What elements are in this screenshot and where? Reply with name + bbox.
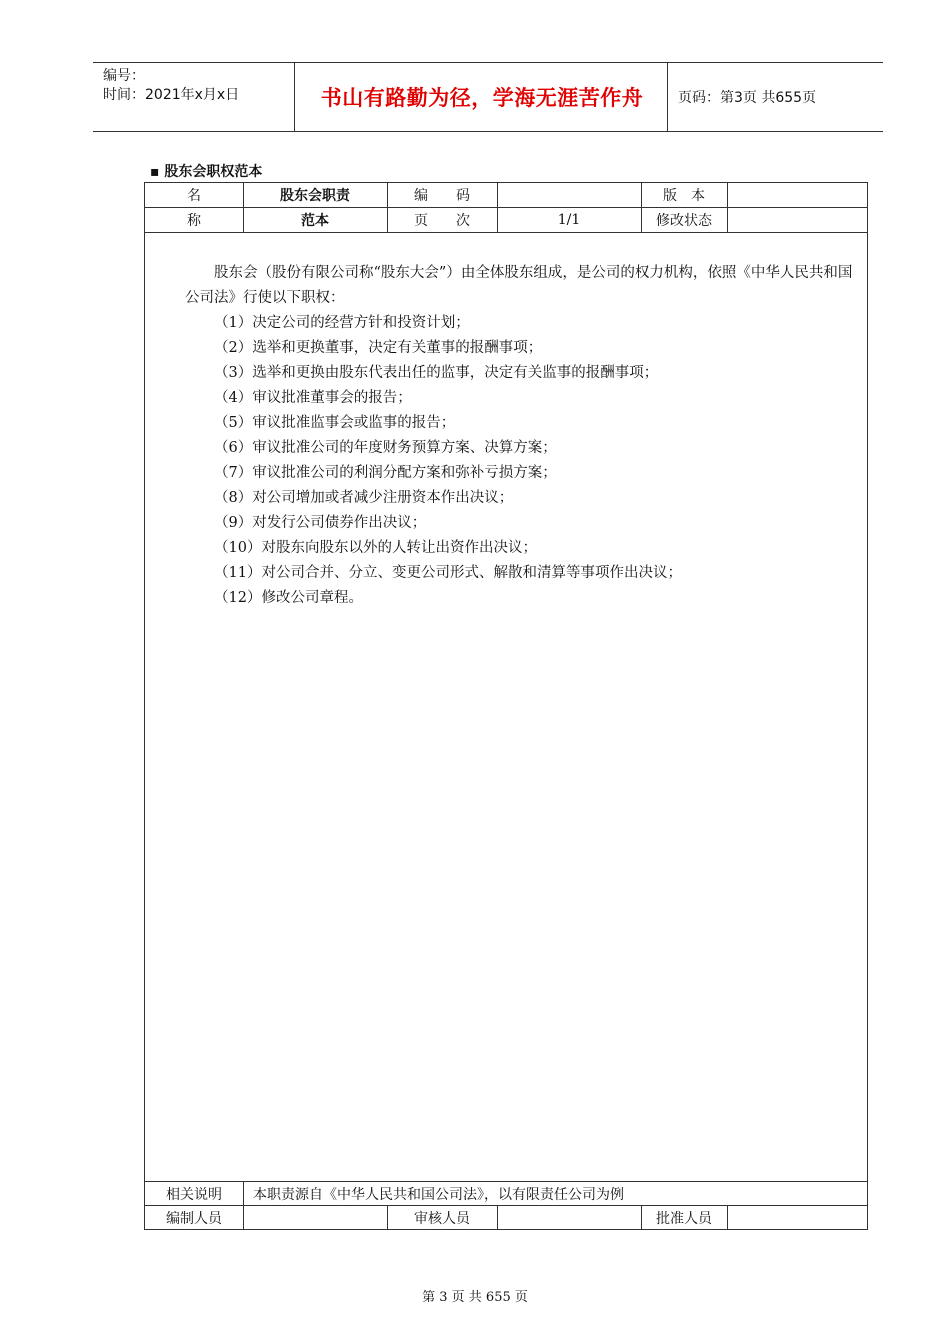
name-label-top: 名 [187, 188, 201, 204]
status-label: 修改状态 [656, 213, 712, 229]
list-item: （9）对发行公司债券作出决议； [214, 515, 427, 531]
note-value: 本职责源自《中华人民共和国公司法》，以有限责任公司为例 [253, 1186, 624, 1203]
name-value-top: 股东会职责 [280, 188, 350, 204]
list-item: （2）选举和更换董事，决定有关董事的报酬事项； [214, 340, 543, 356]
version-label: 版 本 [663, 188, 705, 204]
body-intro: 股东会（股份有限公司称“股东大会”）由全体股东组成，是公司的权力机构，依照《中华人民共和国公司法》行使以下职权： [185, 265, 853, 306]
header-divider [667, 63, 668, 131]
list-item: （1）决定公司的经营方针和投资计划； [214, 315, 470, 331]
list-item: （10）对股东向股东以外的人转让出资作出决议； [214, 540, 537, 556]
reviewer-value [497, 1206, 641, 1229]
name-value-bottom: 范本 [301, 213, 329, 229]
version-value [727, 183, 867, 207]
page-header [93, 62, 883, 132]
list-item: （11）对公司合并、分立、变更公司形式、解散和清算等事项作出决议； [214, 565, 682, 581]
row-divider [145, 232, 867, 233]
list-item: （4）审议批准董事会的报告； [214, 390, 412, 406]
name-label-bottom: 称 [187, 213, 201, 229]
code-label: 编 码 [414, 188, 470, 204]
list-item: （3）选举和更换由股东代表出任的监事，决定有关监事的报酬事项； [214, 365, 659, 381]
approver-value [727, 1206, 867, 1229]
reviewer-label: 审核人员 [414, 1210, 470, 1227]
status-value [727, 208, 867, 232]
list-item: （8）对公司增加或者减少注册资本作出决议； [214, 490, 514, 506]
page-value: 1/1 [557, 212, 581, 228]
note-label: 相关说明 [166, 1186, 222, 1203]
header-meta [103, 67, 239, 105]
page-label: 页 次 [414, 213, 470, 229]
header-page-info: 页码：第3页 共655页 [678, 90, 817, 106]
page-footer: 第 3 页 共 655 页 [422, 1290, 528, 1305]
list-item: （12）修改公司章程。 [214, 590, 363, 606]
editor-label: 编制人员 [166, 1210, 222, 1227]
list-item: （5）审议批准监事会或监事的报告； [214, 415, 456, 431]
document-form [144, 182, 868, 1230]
section-title: ▪ 股东会职权范本 [150, 164, 263, 180]
editor-value [243, 1206, 387, 1229]
header-motto: 书山有路勤为径，学海无涯苦作舟 [320, 86, 644, 110]
document-time: 时间：2021年x月x日 [103, 87, 240, 103]
document-number-label: 编号： [103, 68, 145, 84]
code-value [497, 183, 641, 207]
approver-label: 批准人员 [656, 1210, 712, 1227]
list-item: （6）审议批准公司的年度财务预算方案、决算方案； [214, 440, 557, 456]
document-body [185, 261, 865, 611]
list-item: （7）审议批准公司的利润分配方案和弥补亏损方案； [214, 465, 557, 481]
